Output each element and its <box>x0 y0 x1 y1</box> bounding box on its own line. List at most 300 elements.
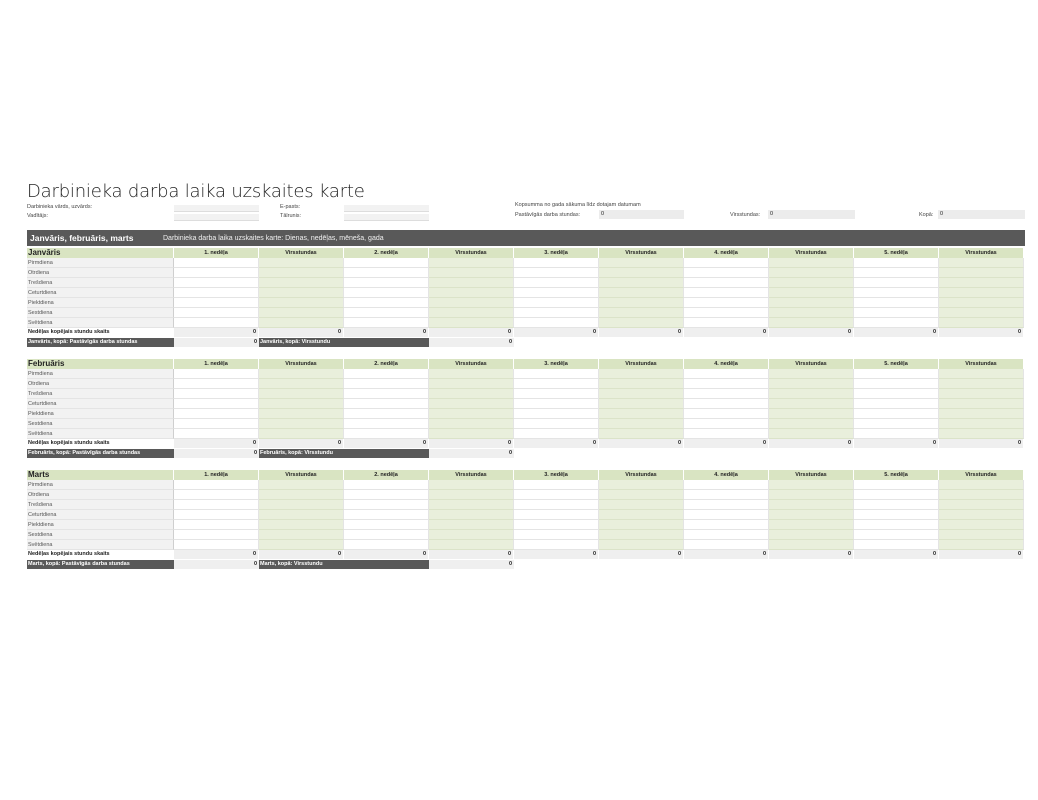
overtime-cell[interactable] <box>429 520 514 530</box>
hours-cell[interactable] <box>174 399 259 409</box>
hours-cell[interactable] <box>684 298 769 308</box>
hours-cell[interactable] <box>514 530 599 540</box>
overtime-cell[interactable] <box>599 500 684 510</box>
overtime-cell[interactable] <box>939 379 1024 389</box>
overtime-column-header: Virsstundas <box>259 359 344 369</box>
overtime-cell[interactable] <box>599 429 684 439</box>
day-label: Pirmdiena <box>27 369 174 379</box>
overtime-cell[interactable] <box>939 409 1024 419</box>
overtime-cell[interactable] <box>769 480 854 490</box>
overtime-cell[interactable] <box>769 419 854 429</box>
hours-cell[interactable] <box>344 409 429 419</box>
overtime-column-header: Virsstundas <box>769 248 854 258</box>
overtime-cell[interactable] <box>429 278 514 288</box>
overtime-cell[interactable] <box>599 480 684 490</box>
overtime-cell[interactable] <box>939 419 1024 429</box>
hours-cell[interactable] <box>514 379 599 389</box>
overtime-cell[interactable] <box>599 298 684 308</box>
hours-cell[interactable] <box>854 308 939 318</box>
week-column-header: 1. nedēļa <box>174 470 259 480</box>
overtime-cell[interactable] <box>599 308 684 318</box>
overtime-cell[interactable] <box>769 429 854 439</box>
overtime-cell[interactable] <box>429 369 514 379</box>
hours-cell[interactable] <box>684 480 769 490</box>
hours-cell[interactable] <box>344 399 429 409</box>
weekly-total-value: 0 <box>599 439 684 448</box>
hours-cell[interactable] <box>684 540 769 550</box>
hours-cell[interactable] <box>344 419 429 429</box>
hours-cell[interactable] <box>854 409 939 419</box>
hours-cell[interactable] <box>854 490 939 500</box>
week-column-header: 2. nedēļa <box>344 470 429 480</box>
overtime-cell[interactable] <box>939 278 1024 288</box>
hours-cell[interactable] <box>174 258 259 268</box>
hours-cell[interactable] <box>174 500 259 510</box>
overtime-cell[interactable] <box>939 258 1024 268</box>
overtime-cell[interactable] <box>769 520 854 530</box>
hours-cell[interactable] <box>344 389 429 399</box>
hours-cell[interactable] <box>174 520 259 530</box>
ytd-total-value: 0 <box>938 210 1025 219</box>
hours-cell[interactable] <box>174 540 259 550</box>
hours-cell[interactable] <box>344 510 429 520</box>
overtime-cell[interactable] <box>429 510 514 520</box>
hours-cell[interactable] <box>344 500 429 510</box>
week-column-header: 4. nedēļa <box>684 470 769 480</box>
day-label: Trešdiena <box>27 389 174 399</box>
hours-cell[interactable] <box>344 540 429 550</box>
hours-cell[interactable] <box>174 429 259 439</box>
hours-cell[interactable] <box>514 298 599 308</box>
hours-cell[interactable] <box>344 278 429 288</box>
hours-cell[interactable] <box>514 480 599 490</box>
day-label: Pirmdiena <box>27 480 174 490</box>
weekly-total-value: 0 <box>769 328 854 337</box>
overtime-column-header: Virsstundas <box>939 359 1024 369</box>
overtime-cell[interactable] <box>599 510 684 520</box>
overtime-cell[interactable] <box>769 278 854 288</box>
overtime-cell[interactable] <box>769 369 854 379</box>
overtime-cell[interactable] <box>429 540 514 550</box>
overtime-cell[interactable] <box>599 399 684 409</box>
hours-cell[interactable] <box>514 389 599 399</box>
hours-cell[interactable] <box>684 278 769 288</box>
hours-cell[interactable] <box>174 288 259 298</box>
manager-field[interactable] <box>174 214 259 221</box>
overtime-cell[interactable] <box>429 288 514 298</box>
month-overtime-label: Februāris, kopā: Virsstundu <box>259 449 429 458</box>
overtime-cell[interactable] <box>939 500 1024 510</box>
hours-cell[interactable] <box>684 258 769 268</box>
weekly-total-value: 0 <box>344 550 429 559</box>
overtime-cell[interactable] <box>599 258 684 268</box>
weekly-total-value: 0 <box>939 550 1024 559</box>
hours-cell[interactable] <box>174 268 259 278</box>
overtime-cell[interactable] <box>939 480 1024 490</box>
overtime-cell[interactable] <box>939 510 1024 520</box>
hours-cell[interactable] <box>514 500 599 510</box>
hours-cell[interactable] <box>174 278 259 288</box>
hours-cell[interactable] <box>514 490 599 500</box>
weekly-total-value: 0 <box>259 550 344 559</box>
overtime-cell[interactable] <box>939 520 1024 530</box>
week-column-header: 3. nedēļa <box>514 248 599 258</box>
weekly-total-value: 0 <box>769 550 854 559</box>
hours-cell[interactable] <box>684 308 769 318</box>
overtime-cell[interactable] <box>769 389 854 399</box>
hours-cell[interactable] <box>174 490 259 500</box>
hours-cell[interactable] <box>854 530 939 540</box>
hours-cell[interactable] <box>684 268 769 278</box>
overtime-cell[interactable] <box>769 318 854 328</box>
overtime-column-header: Virsstundas <box>939 470 1024 480</box>
weekly-total-value: 0 <box>514 550 599 559</box>
week-column-header: 5. nedēļa <box>854 248 939 258</box>
weekly-total-value: 0 <box>684 328 769 337</box>
overtime-cell[interactable] <box>259 500 344 510</box>
overtime-cell[interactable] <box>939 288 1024 298</box>
day-label: Piektdiena <box>27 298 174 308</box>
hours-cell[interactable] <box>854 288 939 298</box>
overtime-cell[interactable] <box>429 298 514 308</box>
hours-cell[interactable] <box>344 258 429 268</box>
month-overtime-label: Marts, kopā: Virsstundu <box>259 560 429 569</box>
day-label: Ceturtdiena <box>27 510 174 520</box>
overtime-cell[interactable] <box>939 318 1024 328</box>
hours-cell[interactable] <box>684 288 769 298</box>
hours-cell[interactable] <box>344 288 429 298</box>
weekly-total-value: 0 <box>684 550 769 559</box>
overtime-cell[interactable] <box>599 419 684 429</box>
month-overtime-label: Janvāris, kopā: Virsstundu <box>259 338 429 347</box>
hours-cell[interactable] <box>514 510 599 520</box>
overtime-cell[interactable] <box>939 308 1024 318</box>
hours-cell[interactable] <box>174 409 259 419</box>
hours-cell[interactable] <box>854 298 939 308</box>
hours-cell[interactable] <box>344 490 429 500</box>
weekly-total-label: Nedēļas kopējais stundu skaits <box>27 439 174 448</box>
hours-cell[interactable] <box>514 318 599 328</box>
overtime-column-header: Virsstundas <box>259 470 344 480</box>
hours-cell[interactable] <box>854 369 939 379</box>
overtime-cell[interactable] <box>769 530 854 540</box>
overtime-cell[interactable] <box>259 419 344 429</box>
hours-cell[interactable] <box>684 490 769 500</box>
page-title: Darbinieka darba laika uzskaites karte <box>27 181 365 202</box>
hours-cell[interactable] <box>684 399 769 409</box>
overtime-cell[interactable] <box>769 490 854 500</box>
weekly-total-value: 0 <box>429 439 514 448</box>
overtime-column-header: Virsstundas <box>769 359 854 369</box>
hours-cell[interactable] <box>344 429 429 439</box>
overtime-cell[interactable] <box>939 389 1024 399</box>
overtime-cell[interactable] <box>769 409 854 419</box>
overtime-cell[interactable] <box>259 540 344 550</box>
day-label: Sestdiena <box>27 419 174 429</box>
hours-cell[interactable] <box>854 540 939 550</box>
weekly-total-value: 0 <box>429 328 514 337</box>
day-label: Otrdiena <box>27 268 174 278</box>
overtime-cell[interactable] <box>599 268 684 278</box>
overtime-cell[interactable] <box>599 278 684 288</box>
overtime-cell[interactable] <box>259 389 344 399</box>
overtime-cell[interactable] <box>429 490 514 500</box>
overtime-cell[interactable] <box>259 530 344 540</box>
day-label: Svētdiena <box>27 429 174 439</box>
hours-cell[interactable] <box>854 268 939 278</box>
hours-cell[interactable] <box>174 510 259 520</box>
hours-cell[interactable] <box>854 480 939 490</box>
hours-cell[interactable] <box>854 399 939 409</box>
overtime-cell[interactable] <box>259 399 344 409</box>
hours-cell[interactable] <box>854 500 939 510</box>
hours-cell[interactable] <box>684 379 769 389</box>
phone-field[interactable] <box>344 214 429 221</box>
hours-cell[interactable] <box>684 500 769 510</box>
hours-cell[interactable] <box>684 520 769 530</box>
overtime-cell[interactable] <box>429 318 514 328</box>
month-name: Marts <box>27 470 174 480</box>
weekly-total-value: 0 <box>174 439 259 448</box>
overtime-cell[interactable] <box>939 429 1024 439</box>
overtime-cell[interactable] <box>259 318 344 328</box>
overtime-cell[interactable] <box>939 268 1024 278</box>
weekly-total-label: Nedēļas kopējais stundu skaits <box>27 550 174 559</box>
hours-cell[interactable] <box>344 268 429 278</box>
hours-cell[interactable] <box>174 389 259 399</box>
week-column-header: 1. nedēļa <box>174 359 259 369</box>
hours-cell[interactable] <box>854 520 939 530</box>
hours-cell[interactable] <box>174 530 259 540</box>
hours-cell[interactable] <box>344 308 429 318</box>
hours-cell[interactable] <box>854 379 939 389</box>
overtime-cell[interactable] <box>429 258 514 268</box>
overtime-column-header: Virsstundas <box>599 248 684 258</box>
email-field[interactable] <box>344 205 429 212</box>
hours-cell[interactable] <box>854 389 939 399</box>
employee-name-field[interactable] <box>174 205 259 212</box>
overtime-cell[interactable] <box>429 530 514 540</box>
overtime-cell[interactable] <box>939 530 1024 540</box>
hours-cell[interactable] <box>514 399 599 409</box>
day-label: Piektdiena <box>27 520 174 530</box>
ytd-regular-label: Pastāvīgās darba stundas: <box>515 212 581 218</box>
day-label: Trešdiena <box>27 278 174 288</box>
overtime-cell[interactable] <box>769 298 854 308</box>
weekly-total-value: 0 <box>939 328 1024 337</box>
weekly-total-value: 0 <box>599 550 684 559</box>
overtime-cell[interactable] <box>429 308 514 318</box>
hours-cell[interactable] <box>684 409 769 419</box>
hours-cell[interactable] <box>344 379 429 389</box>
month-regular-label: Janvāris, kopā: Pastāvīgās darba stundas <box>27 338 174 347</box>
hours-cell[interactable] <box>514 419 599 429</box>
day-label: Ceturtdiena <box>27 288 174 298</box>
hours-cell[interactable] <box>854 510 939 520</box>
overtime-cell[interactable] <box>769 308 854 318</box>
overtime-cell[interactable] <box>429 399 514 409</box>
hours-cell[interactable] <box>174 298 259 308</box>
day-label: Trešdiena <box>27 500 174 510</box>
email-label: E-pasts: <box>280 204 301 210</box>
overtime-cell[interactable] <box>429 500 514 510</box>
hours-cell[interactable] <box>174 379 259 389</box>
overtime-cell[interactable] <box>259 490 344 500</box>
overtime-cell[interactable] <box>599 288 684 298</box>
month-regular-value: 0 <box>174 338 259 347</box>
overtime-cell[interactable] <box>599 379 684 389</box>
overtime-cell[interactable] <box>259 510 344 520</box>
banner-subtitle: Darbinieka darba laika uzskaites karte: Dienas, nedēļas, mēneša, gada <box>163 234 384 242</box>
week-column-header: 5. nedēļa <box>854 359 939 369</box>
hours-cell[interactable] <box>854 419 939 429</box>
overtime-cell[interactable] <box>259 409 344 419</box>
hours-cell[interactable] <box>514 308 599 318</box>
overtime-cell[interactable] <box>599 540 684 550</box>
ytd-total-label: Kopā: <box>919 212 934 218</box>
overtime-cell[interactable] <box>599 490 684 500</box>
hours-cell[interactable] <box>684 510 769 520</box>
overtime-column-header: Virsstundas <box>599 470 684 480</box>
hours-cell[interactable] <box>344 369 429 379</box>
overtime-cell[interactable] <box>599 530 684 540</box>
overtime-column-header: Virsstundas <box>599 359 684 369</box>
hours-cell[interactable] <box>174 419 259 429</box>
overtime-cell[interactable] <box>599 409 684 419</box>
overtime-cell[interactable] <box>599 389 684 399</box>
quarter-title: Janvāris, februāris, marts <box>30 233 134 243</box>
overtime-cell[interactable] <box>259 278 344 288</box>
hours-cell[interactable] <box>514 258 599 268</box>
day-label: Sestdiena <box>27 308 174 318</box>
hours-cell[interactable] <box>174 369 259 379</box>
overtime-cell[interactable] <box>599 318 684 328</box>
month-table <box>27 359 1025 458</box>
overtime-cell[interactable] <box>769 258 854 268</box>
hours-cell[interactable] <box>684 318 769 328</box>
overtime-cell[interactable] <box>259 268 344 278</box>
day-label: Ceturtdiena <box>27 399 174 409</box>
hours-cell[interactable] <box>344 318 429 328</box>
weekly-total-value: 0 <box>259 328 344 337</box>
hours-cell[interactable] <box>854 258 939 268</box>
overtime-cell[interactable] <box>939 369 1024 379</box>
overtime-cell[interactable] <box>939 540 1024 550</box>
month-regular-label: Marts, kopā: Pastāvīgās darba stundas <box>27 560 174 569</box>
overtime-cell[interactable] <box>259 298 344 308</box>
timesheet <box>27 180 1025 569</box>
hours-cell[interactable] <box>854 318 939 328</box>
hours-cell[interactable] <box>514 268 599 278</box>
overtime-cell[interactable] <box>429 409 514 419</box>
hours-cell[interactable] <box>344 530 429 540</box>
hours-cell[interactable] <box>344 520 429 530</box>
overtime-cell[interactable] <box>599 520 684 530</box>
month-regular-value: 0 <box>174 560 259 569</box>
overtime-cell[interactable] <box>259 308 344 318</box>
overtime-cell[interactable] <box>769 510 854 520</box>
week-column-header: 4. nedēļa <box>684 248 769 258</box>
hours-cell[interactable] <box>684 419 769 429</box>
overtime-cell[interactable] <box>429 429 514 439</box>
overtime-cell[interactable] <box>769 500 854 510</box>
overtime-cell[interactable] <box>429 379 514 389</box>
hours-cell[interactable] <box>514 540 599 550</box>
overtime-cell[interactable] <box>769 399 854 409</box>
phone-label: Tālrunis: <box>280 213 302 219</box>
overtime-cell[interactable] <box>769 268 854 278</box>
weekly-total-value: 0 <box>259 439 344 448</box>
week-column-header: 5. nedēļa <box>854 470 939 480</box>
hours-cell[interactable] <box>344 298 429 308</box>
overtime-cell[interactable] <box>429 268 514 278</box>
overtime-cell[interactable] <box>769 288 854 298</box>
day-label: Sestdiena <box>27 530 174 540</box>
overtime-column-header: Virsstundas <box>939 248 1024 258</box>
weekly-total-value: 0 <box>514 439 599 448</box>
hours-cell[interactable] <box>684 530 769 540</box>
overtime-cell[interactable] <box>259 379 344 389</box>
overtime-cell[interactable] <box>259 369 344 379</box>
weekly-total-value: 0 <box>854 439 939 448</box>
hours-cell[interactable] <box>174 318 259 328</box>
weekly-total-value: 0 <box>684 439 769 448</box>
overtime-cell[interactable] <box>769 379 854 389</box>
week-column-header: 1. nedēļa <box>174 248 259 258</box>
month-table <box>27 470 1025 569</box>
overtime-column-header: Virsstundas <box>429 359 514 369</box>
hours-cell[interactable] <box>684 369 769 379</box>
ytd-overtime-label: Virsstundas: <box>730 212 761 218</box>
overtime-cell[interactable] <box>259 258 344 268</box>
weekly-total-value: 0 <box>854 550 939 559</box>
overtime-cell[interactable] <box>259 288 344 298</box>
hours-cell[interactable] <box>174 308 259 318</box>
hours-cell[interactable] <box>174 480 259 490</box>
overtime-cell[interactable] <box>259 429 344 439</box>
hours-cell[interactable] <box>514 429 599 439</box>
hours-cell[interactable] <box>514 409 599 419</box>
weekly-total-label: Nedēļas kopējais stundu skaits <box>27 328 174 337</box>
hours-cell[interactable] <box>514 288 599 298</box>
hours-cell[interactable] <box>854 278 939 288</box>
month-overtime-value: 0 <box>429 560 514 569</box>
month-table <box>27 248 1025 347</box>
overtime-cell[interactable] <box>939 298 1024 308</box>
hours-cell[interactable] <box>514 520 599 530</box>
hours-cell[interactable] <box>514 278 599 288</box>
month-name: Februāris <box>27 359 174 369</box>
hours-cell[interactable] <box>514 369 599 379</box>
hours-cell[interactable] <box>344 480 429 490</box>
week-column-header: 2. nedēļa <box>344 248 429 258</box>
overtime-column-header: Virsstundas <box>769 470 854 480</box>
overtime-cell[interactable] <box>939 399 1024 409</box>
overtime-cell[interactable] <box>939 490 1024 500</box>
overtime-cell[interactable] <box>259 480 344 490</box>
overtime-cell[interactable] <box>429 389 514 399</box>
overtime-cell[interactable] <box>769 540 854 550</box>
overtime-cell[interactable] <box>599 369 684 379</box>
overtime-cell[interactable] <box>429 419 514 429</box>
day-label: Otrdiena <box>27 379 174 389</box>
overtime-cell[interactable] <box>259 520 344 530</box>
overtime-cell[interactable] <box>429 480 514 490</box>
hours-cell[interactable] <box>684 389 769 399</box>
hours-cell[interactable] <box>684 429 769 439</box>
hours-cell[interactable] <box>854 429 939 439</box>
overtime-column-header: Virsstundas <box>429 470 514 480</box>
